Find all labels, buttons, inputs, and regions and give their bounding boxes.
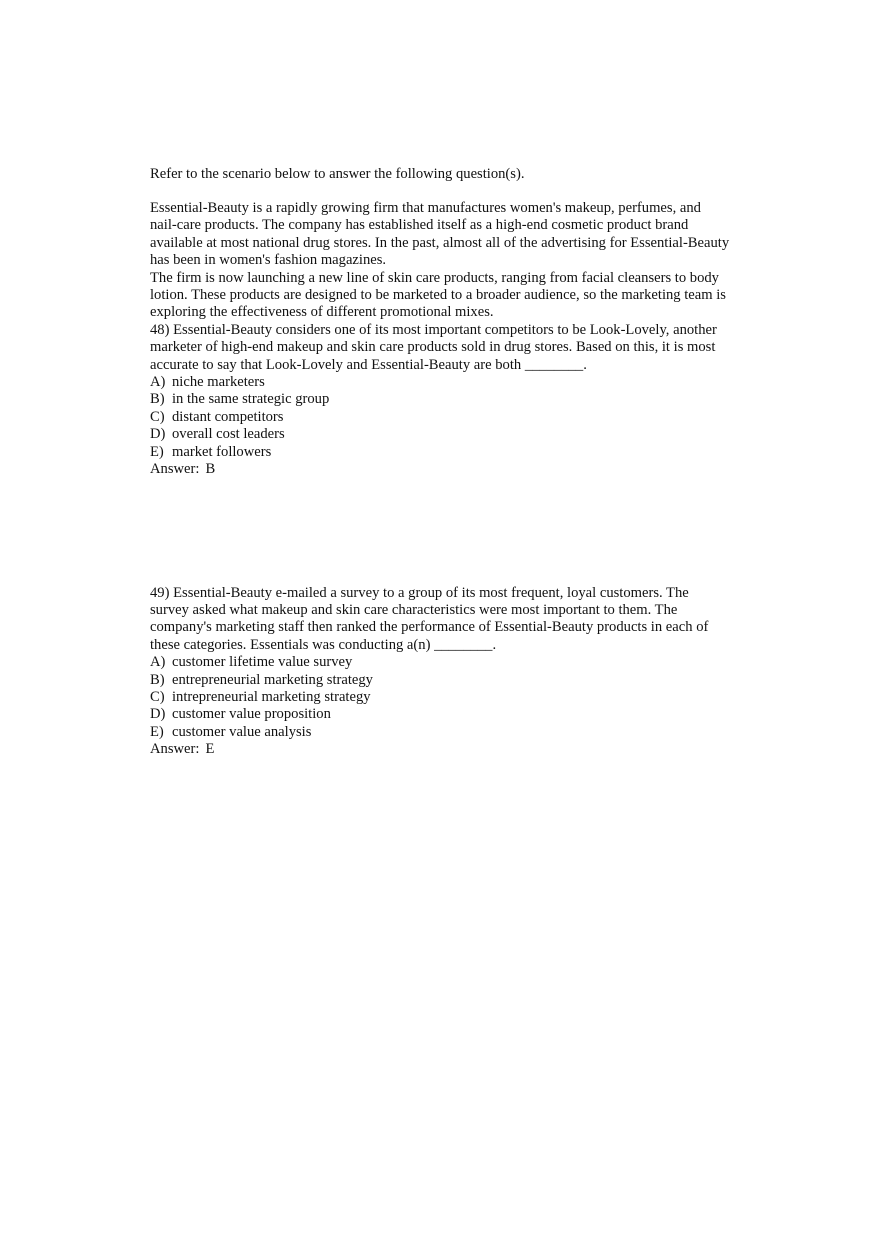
- question-48: [150, 322, 730, 479]
- answer-label: Answer:: [150, 461, 200, 478]
- document-page: [150, 151, 730, 759]
- option-letter: D): [150, 426, 166, 443]
- option-text: overall cost leaders: [172, 426, 285, 443]
- option-e: [150, 444, 730, 461]
- option-text: in the same strategic group: [172, 391, 330, 408]
- option-letter: C): [150, 688, 165, 705]
- option-text: customer lifetime value survey: [172, 654, 353, 671]
- option-letter: E): [150, 443, 164, 460]
- scenario-intro: Refer to the scenario below to answer the following question(s).: [150, 165, 525, 182]
- option-b: [150, 672, 730, 689]
- option-letter: A): [150, 374, 166, 391]
- option-text: customer value analysis: [172, 723, 312, 740]
- answer-value: E: [205, 741, 215, 758]
- option-a: [150, 374, 730, 391]
- answer-line: [150, 461, 730, 478]
- answer-options: [150, 374, 730, 461]
- option-letter: C): [150, 408, 165, 425]
- answer-line: [150, 741, 730, 758]
- option-text: intrepreneurial marketing strategy: [172, 688, 371, 705]
- option-d: [150, 426, 730, 443]
- option-letter: D): [150, 706, 166, 723]
- option-text: entrepreneurial marketing strategy: [172, 671, 373, 688]
- option-c: [150, 689, 730, 706]
- option-letter: E): [150, 723, 164, 740]
- option-text: customer value proposition: [172, 706, 331, 723]
- scenario-block: [150, 200, 730, 322]
- option-b: [150, 391, 730, 408]
- option-c: [150, 409, 730, 426]
- option-a: [150, 654, 730, 671]
- option-text: market followers: [172, 443, 272, 460]
- option-text: niche marketers: [172, 374, 265, 391]
- option-d: [150, 706, 730, 723]
- answer-options: [150, 654, 730, 741]
- answer-label: Answer:: [150, 741, 200, 758]
- question-stem: 49) Essential-Beauty e-mailed a survey to a group of its most frequent, loyal customers. The survey asked what makeup and skin care characteristics were most important to them. The company's marketing staff then ranked the performance of Essential-Beauty products in each of these categories. Essentials was conducting a(n) ________.: [150, 584, 709, 653]
- option-letter: B): [150, 671, 165, 688]
- scenario-paragraph: The firm is now launching a new line of skin care products, ranging from facial cleansers to body lotion. These products are designed to be marketed to a broader audience, so the marketing team is exploring the effectiveness of different promotional mixes.: [150, 269, 726, 321]
- option-text: distant competitors: [172, 408, 284, 425]
- option-letter: B): [150, 391, 165, 408]
- option-letter: A): [150, 654, 166, 671]
- question-49: [150, 585, 730, 759]
- answer-value: B: [205, 461, 216, 478]
- question-stem: 48) Essential-Beauty considers one of its most important competitors to be Look-Lovely, another marketer of high-end makeup and skin care products sold in drug stores. Based on this, it is most accurate to say that Look-Lovely and Essential-Beauty are both ________.: [150, 321, 717, 373]
- scenario-paragraph: Essential-Beauty is a rapidly growing firm that manufactures women's makeup, perfumes, and nail-care products. The company has established itself as a high-end cosmetic product brand available at most national drug stores. In the past, almost all of the advertising for Essential-Beauty has been in women's fashion magazines.: [150, 200, 730, 269]
- option-e: [150, 724, 730, 741]
